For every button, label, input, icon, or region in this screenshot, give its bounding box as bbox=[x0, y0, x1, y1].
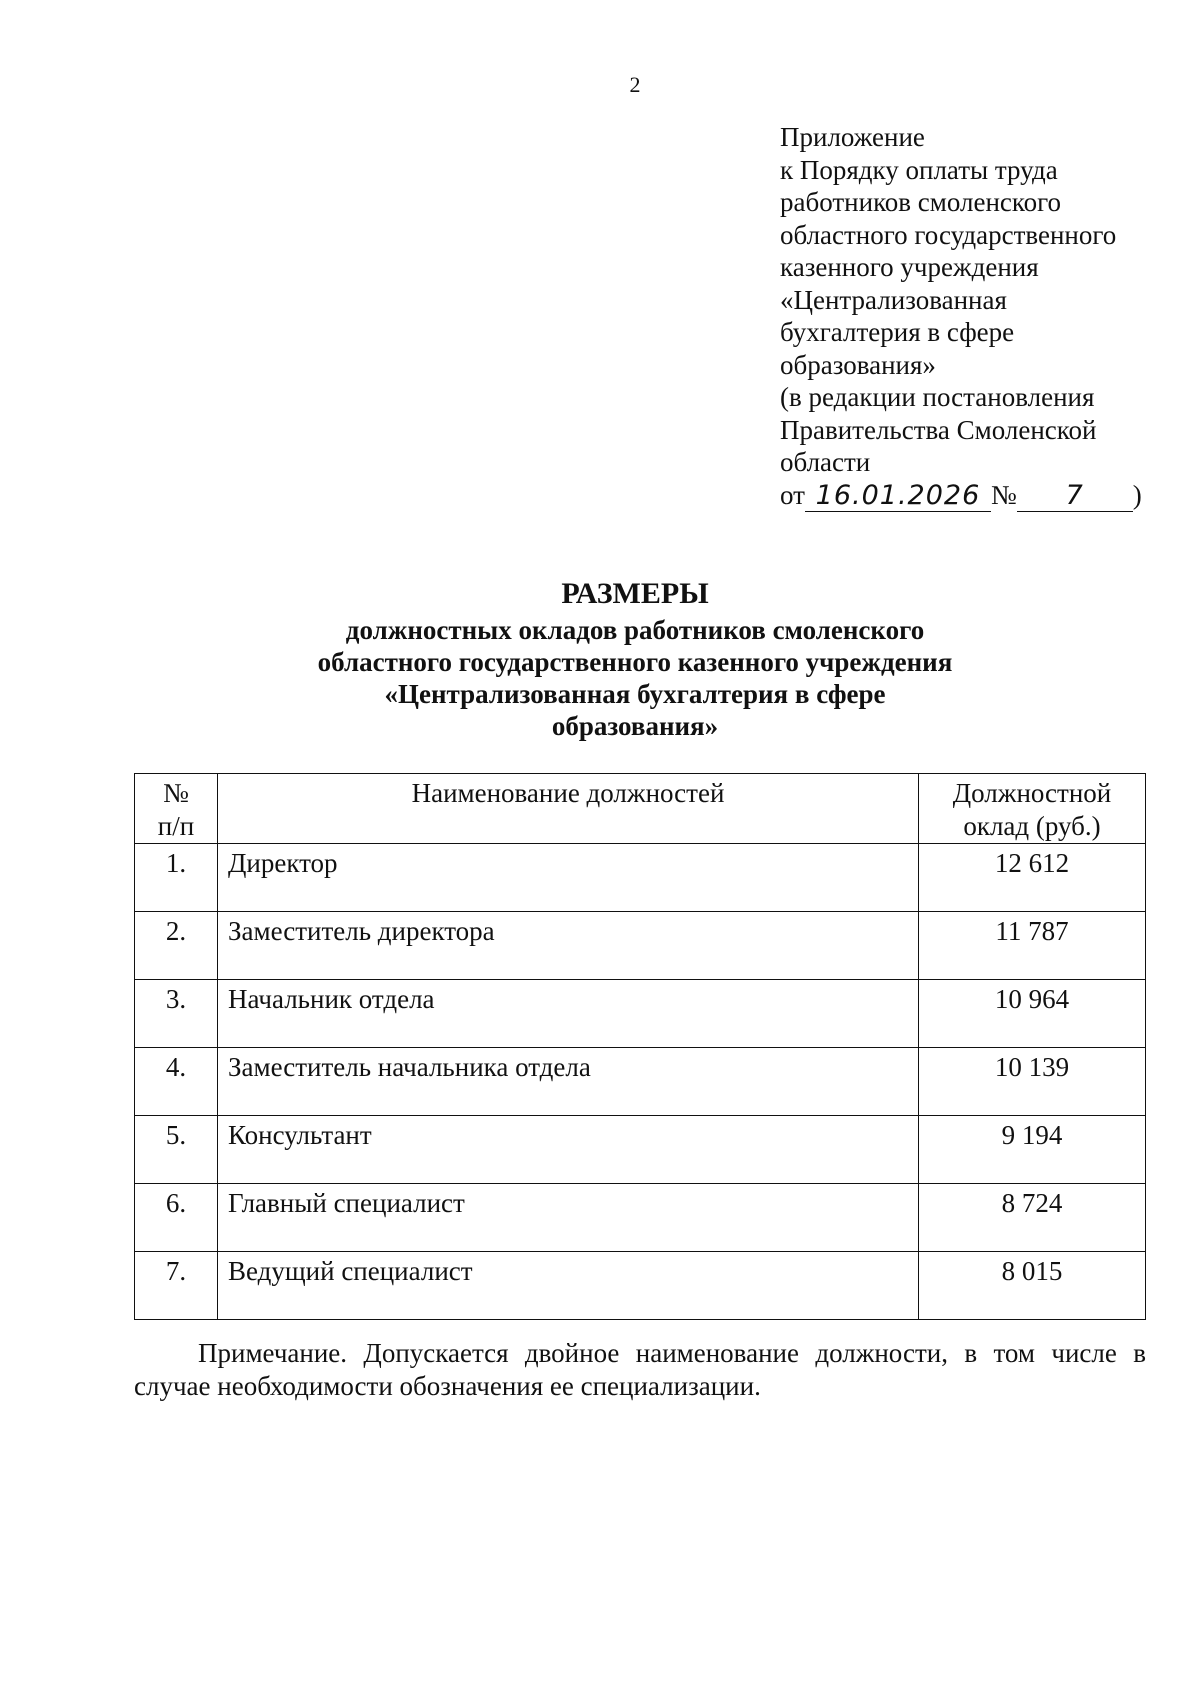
footnote bbox=[134, 1337, 1146, 1403]
appendix-line: к Порядку оплаты труда bbox=[780, 154, 1058, 185]
row-position: Заместитель начальника отдела bbox=[218, 1048, 919, 1116]
header-num-line2: п/п bbox=[157, 811, 195, 841]
row-position: Директор bbox=[218, 844, 919, 912]
appendix-block bbox=[780, 121, 1180, 512]
row-num: 4. bbox=[135, 1048, 218, 1116]
salary-table bbox=[134, 773, 1146, 1320]
row-num: 7. bbox=[135, 1252, 218, 1320]
row-salary: 8 015 bbox=[919, 1252, 1146, 1320]
table-row bbox=[135, 1116, 1146, 1184]
row-position: Ведущий специалист bbox=[218, 1252, 919, 1320]
title-subtitle-line: областного государственного казенного учреждения bbox=[317, 647, 953, 677]
appendix-line: работников смоленского bbox=[780, 187, 1062, 217]
appendix-line: Приложение bbox=[780, 122, 925, 152]
header-salary-line1: Должностной bbox=[952, 778, 1112, 808]
table-row bbox=[135, 980, 1146, 1048]
table-row bbox=[135, 1184, 1146, 1252]
row-num: 1. bbox=[135, 844, 218, 912]
title-subtitle-line: должностных окладов работников смоленского bbox=[345, 615, 925, 645]
table-row bbox=[135, 912, 1146, 980]
row-position: Главный специалист bbox=[218, 1184, 919, 1252]
table-row bbox=[135, 1252, 1146, 1320]
row-salary: 11 787 bbox=[919, 912, 1146, 980]
appendix-line: области bbox=[780, 447, 871, 477]
title-subtitle-line: образования» bbox=[551, 711, 719, 741]
title-main: РАЗМЕРЫ bbox=[561, 577, 709, 610]
page-number: 2 bbox=[629, 72, 641, 97]
title-subtitle-line: «Централизованная бухгалтерия в сфере bbox=[384, 679, 886, 709]
resolution-date-line bbox=[780, 479, 1180, 512]
date-prefix: от bbox=[780, 479, 805, 510]
row-position: Начальник отдела bbox=[218, 980, 919, 1048]
row-position: Консультант bbox=[218, 1116, 919, 1184]
row-salary: 12 612 bbox=[919, 844, 1146, 912]
header-salary-line2: оклад (руб.) bbox=[963, 811, 1101, 841]
header-num-line1: № bbox=[163, 778, 189, 808]
row-salary: 9 194 bbox=[919, 1116, 1146, 1184]
header-salary bbox=[919, 774, 1146, 844]
row-salary: 8 724 bbox=[919, 1184, 1146, 1252]
header-num bbox=[135, 774, 218, 844]
appendix-line: «Централизованная bbox=[780, 284, 1007, 315]
row-num: 2. bbox=[135, 912, 218, 980]
row-salary: 10 964 bbox=[919, 980, 1146, 1048]
handwritten-date: 16.01.2026 bbox=[815, 479, 981, 511]
handwritten-number: 7 bbox=[1065, 479, 1084, 511]
appendix-line: бухгалтерия в сфере bbox=[780, 317, 1015, 347]
number-sign: № bbox=[990, 479, 1017, 510]
appendix-line: казенного учреждения bbox=[780, 252, 1039, 282]
row-salary: 10 139 bbox=[919, 1048, 1146, 1116]
closing-paren: ) bbox=[1132, 479, 1142, 510]
table-row bbox=[135, 844, 1146, 912]
row-position: Заместитель директора bbox=[218, 912, 919, 980]
footnote-text: Примечание. Допускается двойное наименование должности, в том числе в случае необходимости обозначения ее специализации. bbox=[134, 1338, 1146, 1401]
appendix-line: образования» bbox=[780, 349, 936, 380]
row-num: 5. bbox=[135, 1116, 218, 1184]
row-num: 6. bbox=[135, 1184, 218, 1252]
document-title bbox=[230, 578, 1040, 742]
header-name: Наименование должностей bbox=[218, 774, 919, 844]
appendix-line: Правительства Смоленской bbox=[780, 414, 1097, 445]
appendix-line: областного государственного bbox=[780, 219, 1117, 250]
table-header-row bbox=[135, 774, 1146, 844]
row-num: 3. bbox=[135, 980, 218, 1048]
appendix-line: (в редакции постановления bbox=[780, 382, 1095, 412]
table-row bbox=[135, 1048, 1146, 1116]
